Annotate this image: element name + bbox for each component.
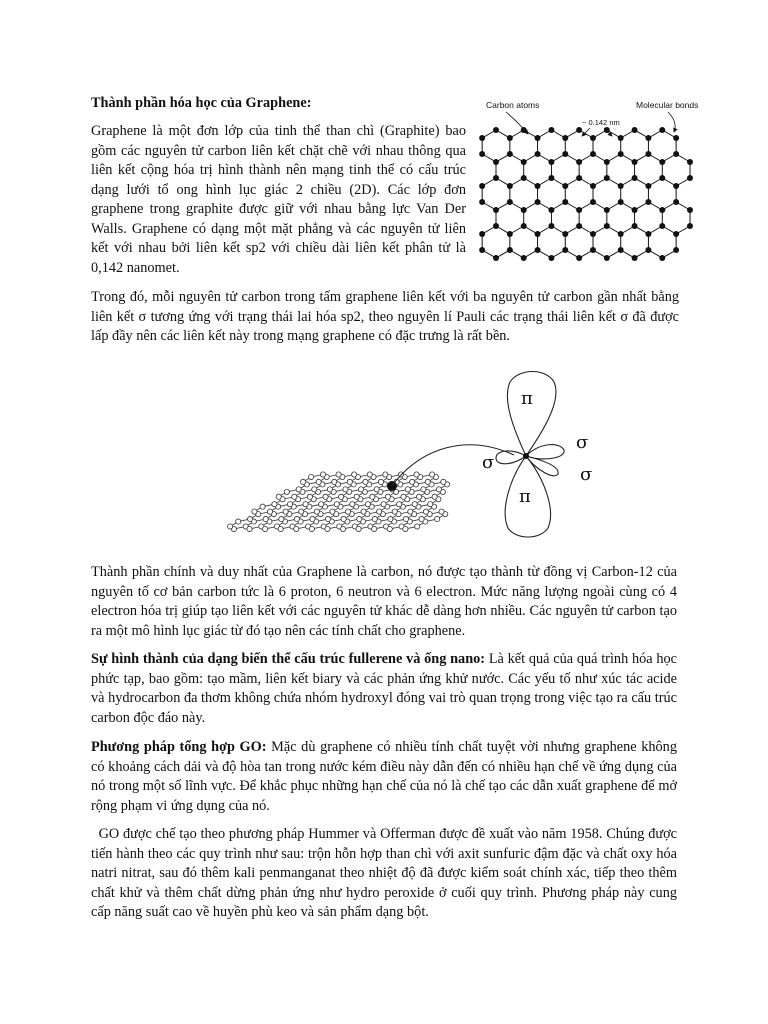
sheet-atom — [430, 472, 435, 477]
sheet-atom — [408, 509, 413, 514]
sheet-atom — [401, 494, 406, 499]
lattice-atom — [507, 183, 513, 189]
lattice-atom — [618, 247, 624, 253]
sheet-atom — [312, 487, 317, 492]
sheet-atom — [309, 526, 314, 531]
lattice-atom — [548, 207, 554, 213]
lattice-atom — [479, 247, 485, 253]
pi-label-bottom: π — [519, 486, 531, 507]
sheet-atom — [365, 502, 370, 507]
lattice-atom — [645, 231, 651, 237]
pi-label-top: π — [521, 388, 533, 409]
lattice-atom — [548, 127, 554, 133]
fullerene-text: Là kết quả của quá trình hóa học phức tạp, bao gồm: tạo mầm, liên kết biary và các phản ứng khử nước. Các yếu tố như xúc tác acide và hydrocarbon đa thơm không chứa nhóm hydroxyl đóng vai trò quan trọng trong việc tạo ra cấu trúc carbon độc đáo này. — [91, 651, 677, 726]
sheet-atom — [421, 487, 426, 492]
sheet-atom — [428, 502, 433, 507]
go-synthesis-text: Mặc dù graphene có nhiều tính chất tuyệt vời nhưng graphene không có khoảng cách dải và độ hòa tan trong nước kém điều này dẫn đến có nhiều hạn chế về ứng dụng của nó trong một số lĩnh vực. Để khắc phục những hạn chế của nó là chế tạo các dẫn xuất graphene để mở rộng phạm vi ứng dụng của nó. — [91, 739, 677, 814]
sheet-atom — [330, 509, 335, 514]
sheet-atom — [296, 487, 301, 492]
lattice-atom — [645, 151, 651, 157]
lattice-atom — [521, 159, 527, 165]
sheet-atom — [435, 516, 440, 521]
lattice-atom — [632, 159, 638, 165]
sheet-atom — [300, 479, 305, 484]
sheet-atom — [410, 479, 415, 484]
sheet-atom — [320, 472, 325, 477]
lattice-atom — [604, 223, 610, 229]
fullerene-heading: Sự hình thành của dạng biến thể cấu trúc fullerene và ống nano: — [91, 651, 486, 667]
lattice-atom — [618, 135, 624, 141]
lattice-atom — [562, 151, 568, 157]
sheet-atom — [262, 526, 267, 531]
sheet-atom — [248, 516, 253, 521]
lattice-atom — [687, 207, 693, 213]
sheet-atom — [252, 509, 257, 514]
sheet-atom — [294, 526, 299, 531]
sheet-atom — [425, 479, 430, 484]
go-synthesis-paragraph — [91, 738, 677, 816]
lattice-atom — [576, 255, 582, 261]
sheet-atom — [336, 472, 341, 477]
lattice-atom — [535, 247, 541, 253]
sheet-atom — [228, 524, 233, 529]
lattice-atom — [659, 207, 665, 213]
sheet-atom — [358, 487, 363, 492]
lattice-atom — [687, 223, 693, 229]
sheet-atom — [372, 516, 377, 521]
lattice-atom — [673, 135, 679, 141]
lattice-atom — [479, 135, 485, 141]
lattice-atom — [562, 231, 568, 237]
sheet-atom — [377, 509, 382, 514]
lattice-atom — [479, 231, 485, 237]
lattice-atom — [687, 175, 693, 181]
lattice-atom — [507, 199, 513, 205]
lattice-atom — [493, 207, 499, 213]
lattice-atom — [548, 175, 554, 181]
sheet-atom — [294, 516, 299, 521]
lattice-atom — [632, 175, 638, 181]
graphene-sheet — [228, 472, 450, 532]
lattice-atom — [548, 255, 554, 261]
sheet-atom — [367, 472, 372, 477]
lattice-atom — [521, 223, 527, 229]
sheet-atom — [299, 509, 304, 514]
sheet-atom — [415, 524, 420, 529]
sheet-atom — [387, 526, 392, 531]
lattice-atom — [507, 151, 513, 157]
intro-paragraph: Graphene là một đơn lớp của tinh thể than chì (Graphite) bao gồm các nguyên tử carbon liên kết chặt chẽ với nhau thông qua liên kết cộng hóa trị hình thành nên mạng tinh thể có cấu trúc dạng lưới tổ ong hình lục giác 2 chiều (2D). Các lớp đơn graphene trong graphite được giữ với nhau bằng lực Van Der Walls. Graphene có dạng một mặt phẳng và các nguyên tử liên kết với nhau bởi liên kết sp2 với chiều dài liên kết phân tử là 0,142 nanomet. — [91, 123, 466, 276]
lattice-atom — [604, 175, 610, 181]
lattice-atom — [659, 175, 665, 181]
lattice-atom — [604, 255, 610, 261]
sheet-atom — [423, 509, 428, 514]
lattice-atom — [576, 159, 582, 165]
lattice-atom — [590, 199, 596, 205]
lattice-atom — [632, 127, 638, 133]
composition-paragraph: Thành phần chính và duy nhất của Graphene là carbon, nó được tạo thành từ đồng vị Carbon-12 của nguyên tố cơ bản carbon tức là 6 proton, 6 neutron và 6 electron. Mức năng lượng ngoài cùng có 4 electron hóa trị giúp tạo liên kết với các nguyên tử khác dễ dàng hơn nhiều. Các nguyên tử carbon tạo ra một mô hình lục giác từ đó tạo nên các tính chất cho graphene. — [91, 564, 677, 639]
sigma-label-left: σ — [482, 452, 495, 473]
sheet-atom — [372, 526, 377, 531]
lattice-atom — [604, 127, 610, 133]
sheet-atom — [385, 494, 390, 499]
carbon-atoms-label: Carbon atoms — [486, 100, 540, 110]
sheet-atom — [370, 494, 375, 499]
sheet-atom — [392, 509, 397, 514]
sheet-atom — [361, 509, 366, 514]
lattice-atom — [507, 135, 513, 141]
lattice-atom — [521, 207, 527, 213]
sheet-atom — [292, 494, 297, 499]
lattice-atom — [479, 183, 485, 189]
sheet-atom — [303, 502, 308, 507]
lattice-atom — [632, 223, 638, 229]
sheet-atom — [397, 502, 402, 507]
lattice-atom — [673, 199, 679, 205]
orbital-center-atom — [523, 453, 529, 459]
lattice-atom — [535, 199, 541, 205]
sheet-atom — [357, 516, 362, 521]
sheet-atom — [339, 494, 344, 499]
sheet-atom — [352, 472, 357, 477]
lattice-atom — [604, 159, 610, 165]
molecular-bonds-arrow — [668, 112, 675, 132]
sheet-atom — [383, 472, 388, 477]
sheet-atom — [279, 516, 284, 521]
lattice-atom — [562, 135, 568, 141]
sheet-atom — [314, 509, 319, 514]
lattice-atom — [590, 247, 596, 253]
sheet-atom — [416, 494, 421, 499]
sheet-atom — [325, 526, 330, 531]
sheet-atom — [388, 516, 393, 521]
sheet-atom — [356, 526, 361, 531]
sheet-atom — [284, 489, 289, 494]
sheet-atom — [403, 516, 408, 521]
sheet-atom — [347, 479, 352, 484]
lattice-atom — [618, 183, 624, 189]
sheet-atom — [323, 494, 328, 499]
lattice-atom — [659, 255, 665, 261]
lattice-atom — [632, 255, 638, 261]
sheet-atom — [247, 526, 252, 531]
sheet-atom — [272, 502, 277, 507]
lattice-atom — [576, 127, 582, 133]
sheet-atom — [350, 502, 355, 507]
sheet-atom — [354, 494, 359, 499]
lattice-atom — [493, 175, 499, 181]
lattice-atom — [521, 255, 527, 261]
go-synthesis-heading: Phương pháp tổng hợp GO: — [91, 739, 267, 755]
lattice-atom — [590, 183, 596, 189]
sheet-atom — [236, 519, 241, 524]
lattice-atom — [493, 255, 499, 261]
sheet-atom — [341, 516, 346, 521]
sheet-atom — [319, 502, 324, 507]
lattice-atom — [673, 231, 679, 237]
bond-length-label: ~ 0.142 nm — [582, 118, 620, 127]
sheet-atom — [307, 494, 312, 499]
sheet-atom — [263, 516, 268, 521]
lattice-atom — [590, 135, 596, 141]
sheet-atom — [381, 502, 386, 507]
honeycomb-lattice — [479, 127, 693, 261]
sigma-label-right-top: σ — [576, 432, 589, 453]
sheet-atom — [405, 487, 410, 492]
lattice-atom — [590, 151, 596, 157]
lattice-atom — [673, 151, 679, 157]
lattice-atom — [645, 199, 651, 205]
lattice-atom — [493, 223, 499, 229]
sheet-atom — [378, 479, 383, 484]
hummer-method-paragraph: GO được chế tạo theo phương pháp Hummer và Offerman được đề xuất vào năm 1958. Chúng được tiến hành theo các quy trình như sau: trộn hỗn hợp than chì với axit sunfuric đậm đặc và chất oxy hóa natri nitrat, sau đó thêm kali penmanganat theo nhiệt độ đã được kiểm soát chính xác, tiếp theo thêm chất khử và thêm chất dừng phản ứng như hydro peroxide ở cuối quy trình. Phương pháp này cung cấp năng suất cao về huyền phù keo và sản phẩm dạng bột. — [91, 826, 681, 920]
lattice-atom — [521, 175, 527, 181]
lattice-atom — [548, 159, 554, 165]
sheet-atom — [419, 516, 424, 521]
lattice-atom — [659, 127, 665, 133]
pi-orbital-top — [507, 372, 556, 457]
orbital-figure — [214, 360, 614, 545]
lattice-atom — [535, 135, 541, 141]
graphene-lattice-figure — [478, 92, 702, 270]
lattice-atom — [590, 231, 596, 237]
lattice-atom — [576, 175, 582, 181]
lattice-atom — [479, 151, 485, 157]
lattice-atom — [618, 151, 624, 157]
lattice-atom — [535, 231, 541, 237]
sheet-atom — [343, 487, 348, 492]
lattice-atom — [521, 127, 527, 133]
lattice-atom — [493, 127, 499, 133]
sheet-atom — [316, 479, 321, 484]
sheet-atom — [432, 494, 437, 499]
sheet-atom — [412, 502, 417, 507]
lattice-atom — [576, 207, 582, 213]
lattice-atom — [618, 199, 624, 205]
lattice-atom — [659, 159, 665, 165]
sheet-atom — [374, 487, 379, 492]
sigma-label-right-bottom: σ — [580, 464, 593, 485]
sheet-atom — [414, 472, 419, 477]
sheet-atom — [310, 516, 315, 521]
sheet-atom — [283, 509, 288, 514]
molecular-bonds-label: Molecular bonds — [636, 100, 699, 110]
sheet-atom — [332, 479, 337, 484]
lattice-atom — [645, 247, 651, 253]
lattice-atom — [673, 183, 679, 189]
lattice-atom — [659, 223, 665, 229]
lattice-atom — [493, 159, 499, 165]
lattice-atom — [604, 207, 610, 213]
lattice-atom — [535, 151, 541, 157]
sheet-atom — [267, 509, 272, 514]
sheet-atom — [439, 509, 444, 514]
lattice-atom — [562, 247, 568, 253]
sheet-atom — [278, 526, 283, 531]
lattice-atom — [507, 231, 513, 237]
lattice-atom — [479, 199, 485, 205]
sheet-atom — [403, 526, 408, 531]
lattice-atom — [673, 247, 679, 253]
sheet-atom — [309, 474, 314, 479]
lattice-atom — [645, 135, 651, 141]
sheet-atom — [334, 502, 339, 507]
sheet-atom — [340, 526, 345, 531]
lattice-atom — [562, 183, 568, 189]
lattice-atom — [632, 207, 638, 213]
lattice-atom — [548, 223, 554, 229]
sheet-atom — [260, 504, 265, 509]
sheet-atom — [363, 479, 368, 484]
lattice-atom — [576, 223, 582, 229]
lattice-atom — [618, 231, 624, 237]
section-heading: Thành phần hóa học của Graphene: — [91, 95, 312, 111]
lattice-atom — [507, 247, 513, 253]
lattice-atom — [562, 199, 568, 205]
fullerene-paragraph — [91, 650, 677, 728]
sheet-atom — [345, 509, 350, 514]
sheet-atom — [441, 479, 446, 484]
sheet-atom — [327, 487, 332, 492]
lattice-atom — [535, 183, 541, 189]
sheet-atom — [287, 502, 292, 507]
sheet-atom — [436, 487, 441, 492]
sheet-atom — [325, 516, 330, 521]
sheet-atom — [276, 494, 281, 499]
lattice-atom — [645, 183, 651, 189]
lattice-atom — [687, 159, 693, 165]
bonding-paragraph: Trong đó, mỗi nguyên tử carbon trong tấm graphene liên kết với ba nguyên tử carbon gần nhất bằng liên kết σ tương ứng với trạng thái lai hóa sp2, theo nguyên lí Pauli các trạng thái liên kết σ đã được lấp đầy nên các liên kết này trong mạng graphene có đặc trưng là rất bền. — [91, 289, 679, 344]
